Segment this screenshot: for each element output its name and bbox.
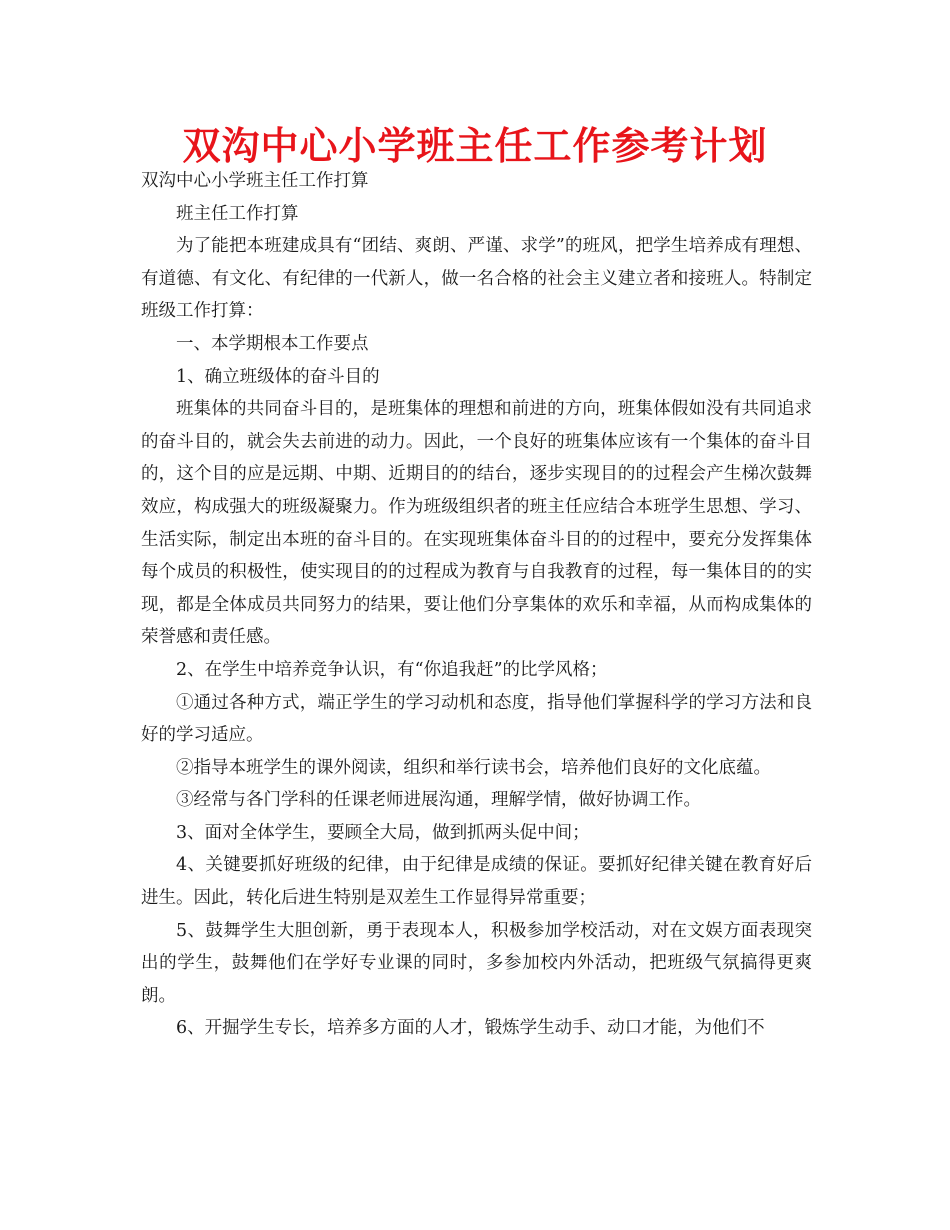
paragraph: 4、关键要抓好班级的纪律，由于纪律是成绩的保证。要抓好纪律关键在教育好后进生。因此，转化后进生特别是双差生工作显得异常重要； [141,855,812,909]
document-body [141,165,812,1045]
paragraph: 班集体的共同奋斗目的，是班集体的理想和前进的方向，班集体假如没有共同追求的奋斗目的，就会失去前进的动力。因此，一个良好的班集体应该有一个集体的奋斗目的，这个目的应是远期、中期、近期目的的结台，逐步实现目的的过程会产生梯次鼓舞效应，构成强大的班级凝聚力。作为班级组织者的班主任应结合本班学生思想、学习、生活实际，制定出本班的奋斗目的。在实现班集体奋斗目的的过程中，要充分发挥集体每个成员的积极性，使实现目的的过程成为教育与自我教育的过程，每一集体目的的实现，都是全体成员共同努力的结果，要让他们分享集体的欢乐和幸福，从而构成集体的荣誉感和责任感。 [141,399,812,648]
subsection-heading: 1、确立班级体的奋斗目的 [176,366,380,387]
paragraph: 为了能把本班建成具有“团结、爽朗、严谨、求学”的班风，把学生培养成有理想、有道德、有文化、有纪律的一代新人，做一名合格的社会主义建立者和接班人。特制定班级工作打算： [141,236,812,322]
list-item: ①通过各种方式，端正学生的学习动机和态度，指导他们掌握科学的学习方法和良好的学习适应。 [141,692,812,746]
paragraph: 3、面对全体学生，要顾全大局，做到抓两头促中间； [176,822,590,843]
list-item: ③经常与各门学科的任课老师进展沟通，理解学情，做好协调工作。 [176,790,701,811]
paragraph: 班主任工作打算 [176,203,299,224]
section-heading: 一、本学期根本工作要点 [176,333,369,354]
paragraph: 2、在学生中培养竞争认识，有“你追我赶”的比学风格； [176,659,608,680]
list-item: ②指导本班学生的课外阅读，组织和举行读书会，培养他们良好的文化底蕴。 [176,757,771,778]
paragraph: 5、鼓舞学生大胆创新，勇于表现本人，积极参加学校活动，对在文娱方面表现突出的学生，鼓舞他们在学好专业课的同时，多参加校内外活动，把班级气氛搞得更爽朗。 [141,920,812,1006]
paragraph: 双沟中心小学班主任工作打算 [141,171,369,191]
document-title: 双沟中心小学班主任工作参考计划 [182,124,768,168]
paragraph: 6、开掘学生专长，培养多方面的人才，锻炼学生动手、动口才能，为他们不 [176,1018,765,1039]
